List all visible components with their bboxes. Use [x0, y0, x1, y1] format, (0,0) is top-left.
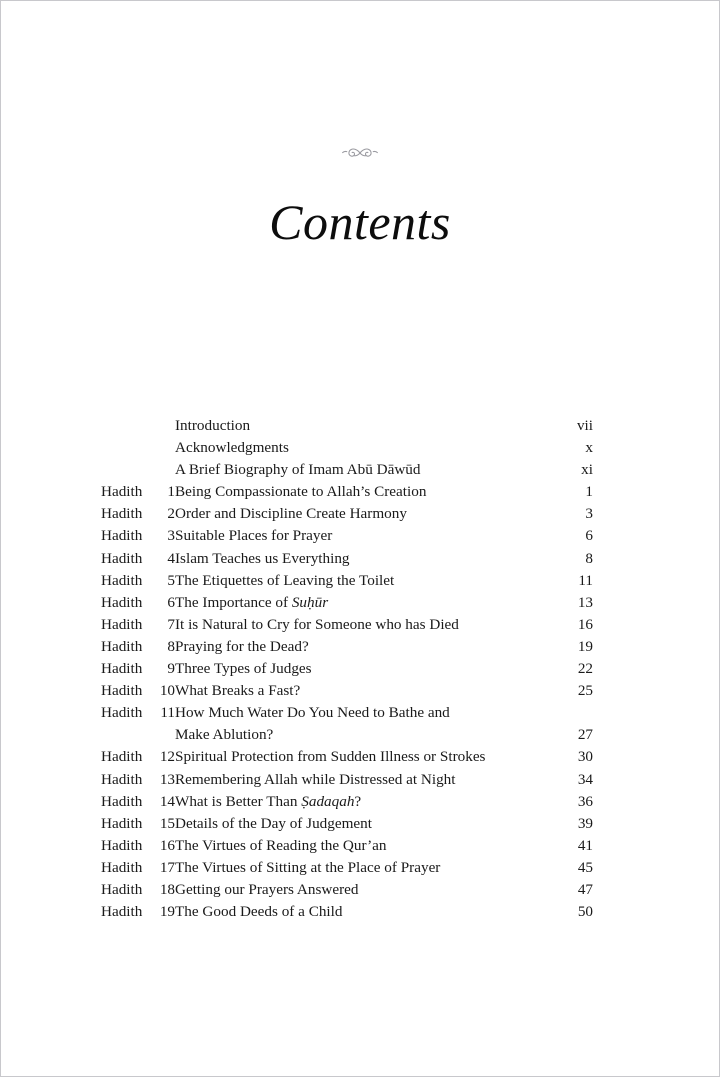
- entry-label: Hadith: [101, 836, 143, 854]
- entry-label: Hadith: [101, 571, 143, 589]
- entry-title-line1: How Much Water Do You Need to Bathe and: [175, 704, 450, 722]
- entry-number: 19: [159, 903, 175, 921]
- entry-number: [153, 437, 175, 459]
- entry-number: 9: [167, 660, 175, 678]
- entry-number: 6: [167, 593, 175, 611]
- entry-title[interactable]: The Virtues of Reading the Qur’an: [175, 836, 387, 854]
- entry-title[interactable]: What Breaks a Fast?: [175, 682, 301, 700]
- entry-number: 15: [159, 814, 175, 832]
- entry-label: Hadith: [101, 704, 143, 722]
- entry-page: 36: [577, 792, 593, 810]
- table-row[interactable]: [101, 503, 593, 525]
- entry-number: 5: [167, 571, 175, 589]
- entry-page: 50: [577, 903, 593, 921]
- entry-number: 7: [167, 615, 175, 633]
- entry-label: Hadith: [101, 505, 143, 523]
- entry-label: Hadith: [101, 880, 143, 898]
- entry-title[interactable]: Spiritual Protection from Sudden Illness or Strokes: [175, 748, 486, 766]
- entry-title[interactable]: [175, 791, 545, 813]
- table-row[interactable]: [101, 658, 593, 680]
- entry-page: 13: [577, 593, 593, 611]
- entry-number: [153, 459, 175, 481]
- entry-page: 3: [585, 505, 593, 523]
- entry-title[interactable]: Islam Teaches us Everything: [175, 549, 350, 567]
- entry-page: vii: [576, 417, 593, 434]
- entry-page: 16: [577, 615, 593, 633]
- entry-label: Hadith: [101, 527, 143, 545]
- entry-title[interactable]: Praying for the Dead?: [175, 637, 309, 655]
- entry-page: 22: [577, 660, 593, 678]
- entry-label: Hadith: [101, 682, 143, 700]
- entry-label: Hadith: [101, 549, 143, 567]
- entry-number: 8: [167, 637, 175, 655]
- entry-page: 34: [577, 770, 593, 788]
- table-row[interactable]: [101, 879, 593, 901]
- entry-page: 19: [577, 637, 593, 655]
- entry-title-suffix: ?: [354, 792, 362, 810]
- entry-label: [101, 459, 153, 481]
- entry-title[interactable]: Being Compassionate to Allah’s Creation: [175, 483, 427, 501]
- entry-label: Hadith: [101, 748, 143, 766]
- table-row[interactable]: [101, 835, 593, 857]
- entry-title[interactable]: Three Types of Judges: [175, 660, 312, 678]
- entry-title[interactable]: The Good Deeds of a Child: [175, 903, 343, 921]
- page-title: Contents: [269, 194, 451, 250]
- entry-title[interactable]: Acknowledgments: [175, 439, 289, 457]
- entry-title[interactable]: Remembering Allah while Distressed at Night: [175, 770, 456, 788]
- entry-label: Hadith: [101, 903, 143, 921]
- entry-title[interactable]: [175, 592, 545, 614]
- entry-title-text: What is Better Than: [175, 792, 302, 810]
- entry-page: 8: [585, 549, 593, 567]
- entry-title-text: The Importance of: [175, 593, 292, 611]
- entry-label: Hadith: [101, 792, 143, 810]
- entry-title[interactable]: Getting our Prayers Answered: [175, 880, 359, 898]
- entry-number: 2: [167, 505, 175, 523]
- entry-number: 16: [159, 836, 175, 854]
- entry-label: Hadith: [101, 770, 143, 788]
- entry-page: 45: [577, 858, 593, 876]
- table-row[interactable]: [101, 680, 593, 702]
- entry-label: [101, 437, 153, 459]
- entry-title[interactable]: The Etiquettes of Leaving the Toilet: [175, 571, 395, 589]
- entry-number: [153, 415, 175, 437]
- entry-title-transliteration: Ṣadaqah: [301, 792, 355, 810]
- entry-number: 18: [159, 880, 175, 898]
- entry-title[interactable]: A Brief Biography of Imam Abū Dāwūd: [175, 461, 421, 479]
- table-row[interactable]: [101, 901, 593, 923]
- entry-page-value: 27: [577, 726, 593, 744]
- table-row[interactable]: [101, 481, 593, 503]
- entry-page: xi: [581, 461, 593, 479]
- table-row[interactable]: [101, 769, 593, 791]
- table-row[interactable]: [101, 548, 593, 570]
- entry-page: 6: [585, 527, 593, 545]
- entry-title-line2: Make Ablution?: [175, 726, 274, 744]
- entry-number: 4: [167, 549, 175, 567]
- entry-number: 11: [160, 704, 175, 722]
- entry-label: Hadith: [101, 660, 143, 678]
- entry-title[interactable]: Order and Discipline Create Harmony: [175, 505, 407, 523]
- entry-number: 3: [167, 527, 175, 545]
- table-row[interactable]: [101, 415, 593, 437]
- table-row[interactable]: [101, 459, 593, 481]
- entry-title[interactable]: The Virtues of Sitting at the Place of Prayer: [175, 858, 441, 876]
- table-row[interactable]: [101, 813, 593, 835]
- toc-table: [101, 415, 593, 923]
- entry-page: 41: [577, 836, 593, 854]
- entry-number: 14: [159, 792, 175, 810]
- entry-label: Hadith: [101, 637, 143, 655]
- entry-title[interactable]: It is Natural to Cry for Someone who has Died: [175, 615, 459, 633]
- entry-number: 1: [167, 483, 175, 501]
- entry-label: Hadith: [101, 814, 143, 832]
- table-row[interactable]: [101, 746, 593, 768]
- entry-title[interactable]: Suitable Places for Prayer: [175, 527, 333, 545]
- entry-label: Hadith: [101, 858, 143, 876]
- table-row[interactable]: [101, 857, 593, 879]
- entry-label: Hadith: [101, 615, 143, 633]
- entry-number: 10: [159, 682, 175, 700]
- entry-page: 25: [577, 682, 593, 700]
- entry-number: 13: [159, 770, 175, 788]
- table-row[interactable]: [101, 702, 593, 746]
- table-row[interactable]: [101, 592, 593, 614]
- table-of-contents: [101, 415, 593, 923]
- entry-page: 47: [577, 880, 593, 898]
- entry-page: [545, 702, 593, 746]
- fleuron-icon: [332, 145, 388, 161]
- entry-label: [101, 415, 153, 437]
- entry-label: Hadith: [101, 593, 143, 611]
- table-row[interactable]: [101, 614, 593, 636]
- entry-number: 12: [159, 748, 175, 766]
- entry-title[interactable]: Introduction: [175, 417, 251, 434]
- table-row[interactable]: [101, 570, 593, 592]
- entry-page: 1: [585, 483, 593, 501]
- table-row[interactable]: [101, 525, 593, 547]
- toc-body: [101, 415, 593, 923]
- entry-page: x: [585, 439, 593, 457]
- entry-label: Hadith: [101, 483, 143, 501]
- entry-title-transliteration: Suḥūr: [291, 593, 329, 611]
- table-row[interactable]: [101, 636, 593, 658]
- fleuron-ornament: [1, 145, 719, 161]
- entry-number: 17: [159, 858, 175, 876]
- entry-page: 30: [577, 748, 593, 766]
- table-row[interactable]: [101, 437, 593, 459]
- table-row[interactable]: [101, 791, 593, 813]
- entry-title[interactable]: [175, 702, 545, 746]
- entry-page: 39: [577, 814, 593, 832]
- entry-title[interactable]: Details of the Day of Judgement: [175, 814, 372, 832]
- entry-page: 11: [578, 571, 593, 589]
